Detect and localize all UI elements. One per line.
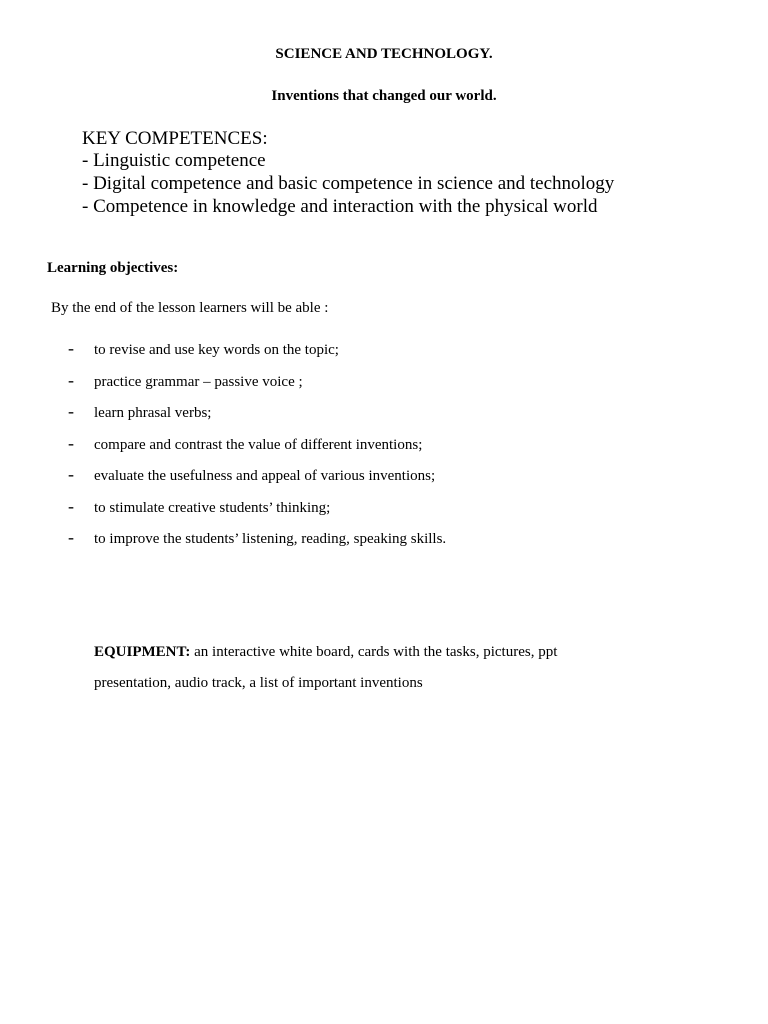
learning-objectives-heading: Learning objectives:: [47, 260, 179, 276]
competence-item: - Digital competence and basic competence in science and technology: [82, 173, 615, 194]
document-title: SCIENCE AND TECHNOLOGY.: [275, 46, 493, 62]
key-competences-heading: KEY COMPETENCES:: [82, 128, 268, 149]
equipment-line: presentation, audio track, a list of important inventions: [94, 675, 423, 691]
objective-item: learn phrasal verbs;: [94, 405, 212, 421]
bullet-dash: -: [68, 369, 74, 390]
bullet-dash: -: [68, 464, 74, 484]
bullet-dash: -: [68, 401, 74, 421]
equipment-line: EQUIPMENT: an interactive white board, cards with the tasks, pictures, ppt: [94, 644, 558, 660]
objective-item: compare and contrast the value of different inventions;: [94, 436, 423, 453]
bullet-dash: -: [68, 495, 74, 516]
competence-item: - Competence in knowledge and interaction with the physical world: [82, 196, 598, 217]
document-subtitle: Inventions that changed our world.: [271, 88, 497, 104]
objective-item: to improve the students’ listening, reading, speaking skills.: [94, 531, 447, 547]
bullet-dash: -: [68, 338, 74, 358]
objective-item: to stimulate creative students’ thinking;: [94, 499, 331, 516]
objective-item: evaluate the usefulness and appeal of various inventions;: [94, 468, 436, 484]
objective-item: practice grammar – passive voice ;: [94, 373, 303, 390]
equipment-label: EQUIPMENT:: [94, 644, 191, 660]
bullet-dash: -: [68, 527, 74, 547]
bullet-dash: -: [68, 432, 74, 453]
learning-objectives-intro: By the end of the lesson learners will be able :: [51, 300, 329, 316]
competence-item: - Linguistic competence: [82, 150, 266, 171]
objective-item: to revise and use key words on the topic;: [94, 342, 339, 358]
